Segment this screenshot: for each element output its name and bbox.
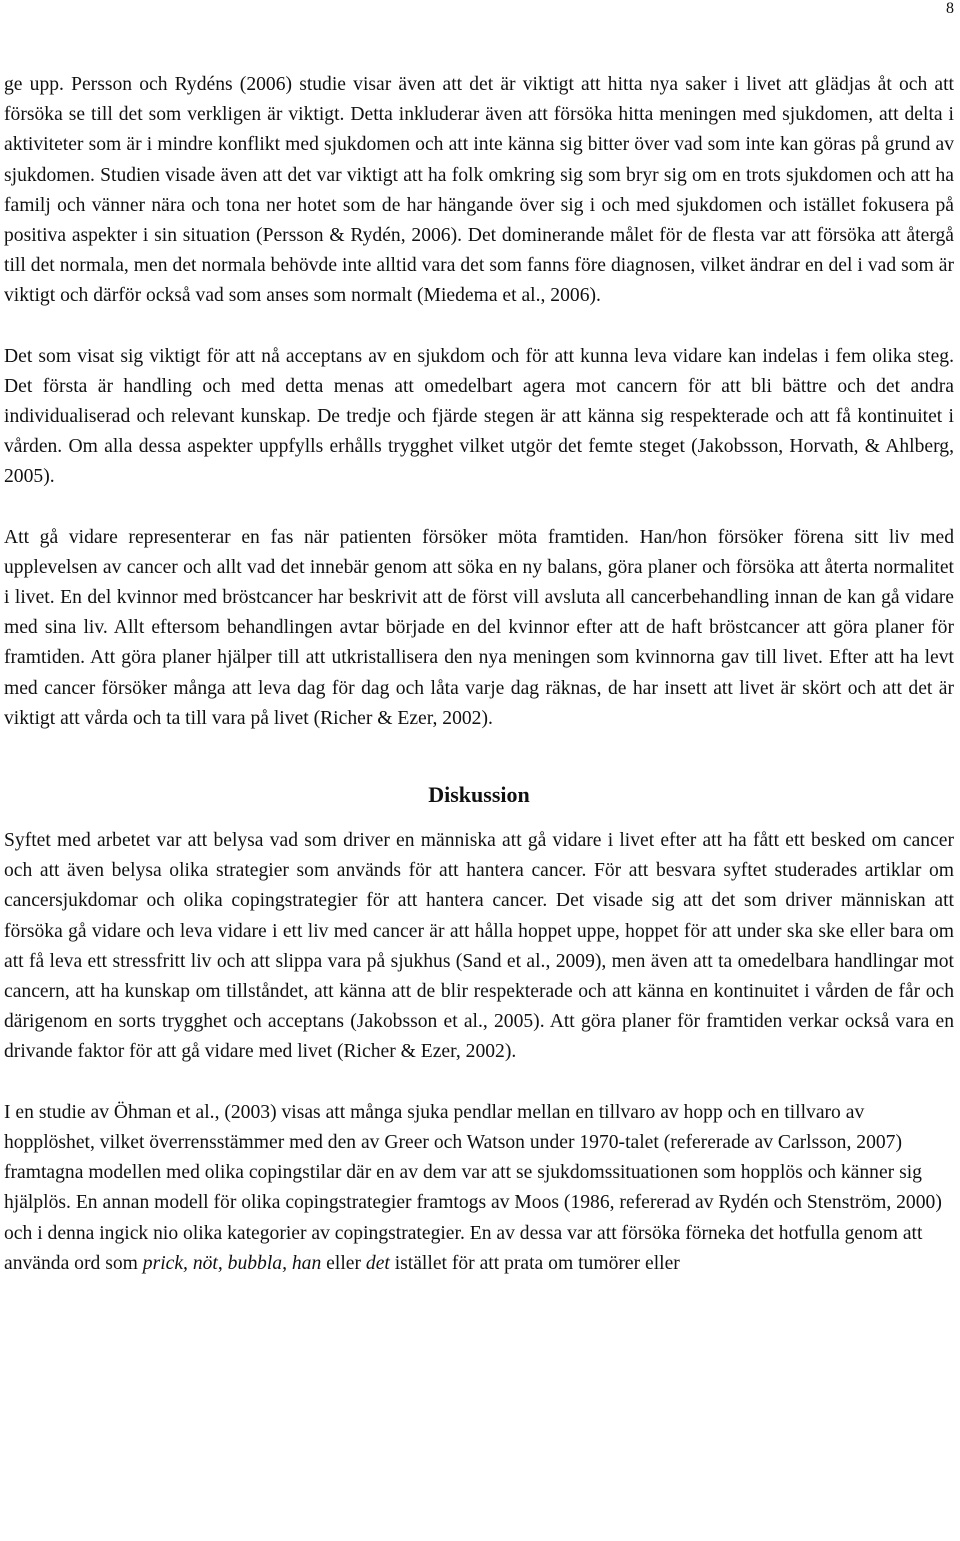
paragraph-persson-ryden: ge upp. Persson och Rydéns (2006) studie visar även att det är viktigt att hitta nya saker i livet att glädjas åt och att försöka se till det som verkligen är viktigt. Detta inkluderar även att försöka hitta meningen med sjukdomen, att delta i aktiviteter som är i mindre konflikt med sjukdomen och att inte känna sig bitter över vad som inte kan göras på grund av sjukdomen. Studien visade även att det var viktigt att ha folk omkring sig som bryr sig om en trots sjukdomen och att ha familj och vänner nära och tona ner hotet som de har hängande över sig i och med sjukdomen och istället fokusera på positiva aspekter i sin situation (Persson & Rydén, 2006). Det dominerande målet för de flesta var att försöka att återgå till det normala, men det normala behövde inte alltid vara det som fanns före diagnosen, vilket ändrar en del i vad som är viktigt och därför också vad som anses som normalt (Miedema et al., 2006).: [4, 74, 954, 307]
italic-example-det: det: [365, 1252, 390, 1274]
section-heading-diskussion: Diskussion: [428, 782, 530, 808]
paragraph-syftet: Syftet med arbetet var att belysa vad som driver en människa att gå vidare i livet efter att ha fått ett besked om cancer och att även belysa olika strategier som används för att hantera cancer. För att besvara syftet studerades artiklar om cancersjukdomar och olika copingstrategier för att hantera cancer. Det visade sig att det som driver människan att försöka gå vidare och leva vidare i ett liv med cancer är att hålla hoppet uppe, hoppet för att under ska ske eller bara om att få leva ett stressfritt liv och att slippa vara på sjukhus (Sand et al., 2009), men även att ta omedelbara handlingar mot cancern, att ha kunskap om tillståndet, att känna att de blir respekterade och att känna en kontinuitet i vården de får och därigenom en sorts trygghet och acceptans (Jakobsson et al., 2005). Att göra planer för framtiden verkar också vara en drivande faktor för att gå vidare med livet (Richer & Ezer, 2002).: [4, 830, 954, 1063]
paragraph-ohman-studie: [4, 1098, 954, 1279]
paragraph-text-mid: eller: [321, 1252, 366, 1274]
paragraph-ga-vidare: Att gå vidare representerar en fas när patienten försöker möta framtiden. Han/hon försöker förena sitt liv med upplevelsen av cancer och allt vad det innebär genom att söka en ny balans, göra planer och försöka att återta normalitet i livet. En del kvinnor med bröstcancer har beskrivit att de först vill avsluta all cancerbehandling innan de kan gå vidare med sina liv. Allt eftersom behandlingen avtar började en del kvinnor efter att de haft bröstcancer att göra planer för framtiden. Att göra planer hjälper till att utkristallisera den nya meningen som kvinnorna gav till livet. Efter att ha levt med cancer försöker många att leva dag för dag och låta varje dag räknas, de har insett att livet är skört och att det är viktigt att vårda och ta till vara på livet (Richer & Ezer, 2002).: [4, 526, 954, 729]
paragraph-text-end: istället för att prata om tumörer eller: [389, 1252, 680, 1274]
page-number: 8: [946, 0, 954, 17]
document-body: [4, 70, 954, 1309]
paragraph-acceptans-steg: Det som visat sig viktigt för att nå acceptans av en sjukdom och för att kunna leva vidare kan indelas i fem olika steg. Det första är handling och med detta menas att omedelbart agera mot cancern för att bli bättre och det andra individualiserad och relevant kunskap. De tredje och fjärde stegen är att känna sig respekterade och att få kontinuitet i vården. Om alla dessa aspekter uppfylls erhålls trygghet vilket utgör det femte steget (Jakobsson, Horvath, & Ahlberg, 2005).: [4, 345, 954, 488]
italic-example-words: prick, nöt, bubbla, han: [142, 1252, 322, 1274]
paragraph-text-start: I en studie av Öhman et al., (2003) visas att många sjuka pendlar mellan en tillvaro av hopp och en tillvaro av hopplöshet, vilket överrensstämmer med den av Greer och Watson under 1970-talet (refererade av Carlsson, 2007) framtagna modellen med olika copingstilar där en av dem var att se sjukdomssituationen som hopplös och känner sig hjälplös. En annan modell för olika copingstrategier framtogs av Moos (1986, refererad av Rydén och Stenström, 2000) och i denna ingick nio olika kategorier av copingstrategier. En av dessa var att försöka förneka det hotfulla genom att använda ord som: [4, 1101, 942, 1274]
